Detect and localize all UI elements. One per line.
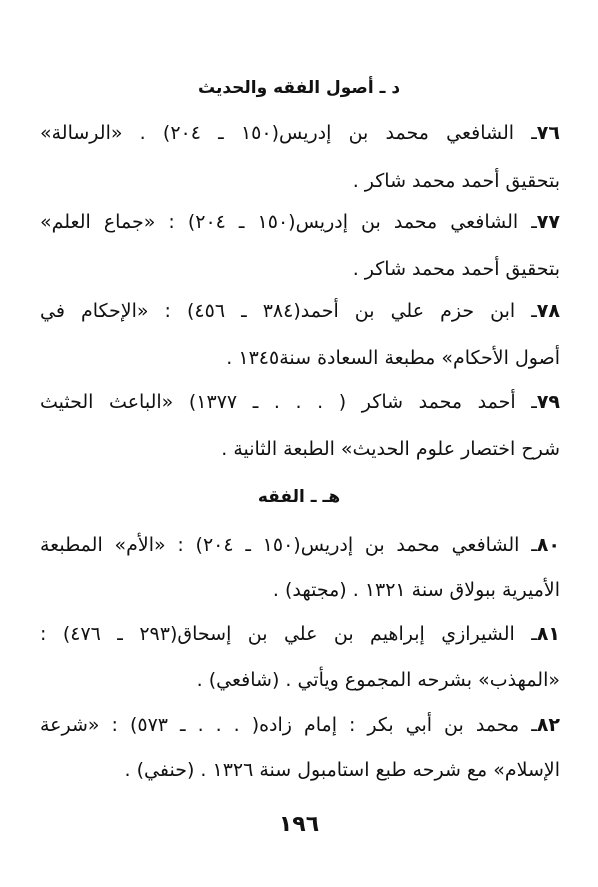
entry-text: ـ أحمد محمد شاكر ( . . . ـ ١٣٧٧) «الباعث الحثيث	[40, 391, 537, 413]
entry-82-line-2: الإسلام» مع شرحه طبع استامبول سنة ١٣٢٦ . (حنفي) .	[124, 759, 560, 781]
entry-79-line-1	[40, 387, 560, 417]
entry-number: ٧٨	[536, 300, 560, 322]
entry-78-line-2: أصول الأحكام» مطبعة السعادة سنة١٣٤٥ .	[226, 347, 560, 369]
entry-76-line-2: بتحقيق أحمد محمد شاكر .	[352, 170, 560, 192]
entry-number: ٧٧	[536, 211, 560, 233]
entry-number: ٨١	[536, 623, 560, 645]
entry-text: ـ محمد بن أبي بكر : إمام زاده( . . . ـ ٥٧٣) : «شرعة	[40, 714, 537, 736]
entry-81-line-2: «المهذب» بشرحه المجموع ويأتي . (شافعي) .	[196, 669, 560, 691]
entry-81-line-1	[40, 619, 560, 649]
entry-77-line-2: بتحقيق أحمد محمد شاكر .	[352, 258, 560, 280]
entry-text: ـ الشيرازي إبراهيم بن علي بن إسحاق(٢٩٣ ـ ٤٧٦) :	[40, 623, 537, 645]
entry-text: ـ الشافعي محمد بن إدريس(١٥٠ ـ ٢٠٤) . «الرسالة»	[40, 122, 537, 144]
page-number: ١٩٦	[278, 812, 320, 837]
entry-text: ـ الشافعي محمد بن إدريس(١٥٠ ـ ٢٠٤) : «الأم» المطبعة	[40, 534, 537, 556]
entry-79-line-2: شرح اختصار علوم الحديث» الطبعة الثانية .	[221, 438, 560, 460]
entry-number: ٧٩	[536, 391, 560, 413]
entry-number: ٨٢	[536, 714, 560, 736]
entry-76-line-1	[40, 118, 560, 148]
entry-82-line-1	[40, 710, 560, 740]
entry-80-line-2: الأميرية ببولاق سنة ١٣٢١ . (مجتهد) .	[272, 579, 560, 601]
entry-text: ـ الشافعي محمد بن إدريس(١٥٠ ـ ٢٠٤) : «جماع العلم»	[40, 211, 537, 233]
entry-77-line-1	[40, 207, 560, 237]
entry-number: ٨٠	[536, 534, 560, 556]
entry-80-line-1	[40, 530, 560, 560]
entry-78-line-1	[40, 296, 560, 326]
entry-number: ٧٦	[536, 122, 560, 144]
section-heading-usul-fiqh-hadith: د ـ أصول الفقه والحديث	[197, 78, 401, 98]
section-heading-fiqh: هـ ـ الفقه	[257, 487, 341, 507]
entry-text: ـ ابن حزم علي بن أحمد(٣٨٤ ـ ٤٥٦) : «الإحكام في	[40, 300, 537, 322]
